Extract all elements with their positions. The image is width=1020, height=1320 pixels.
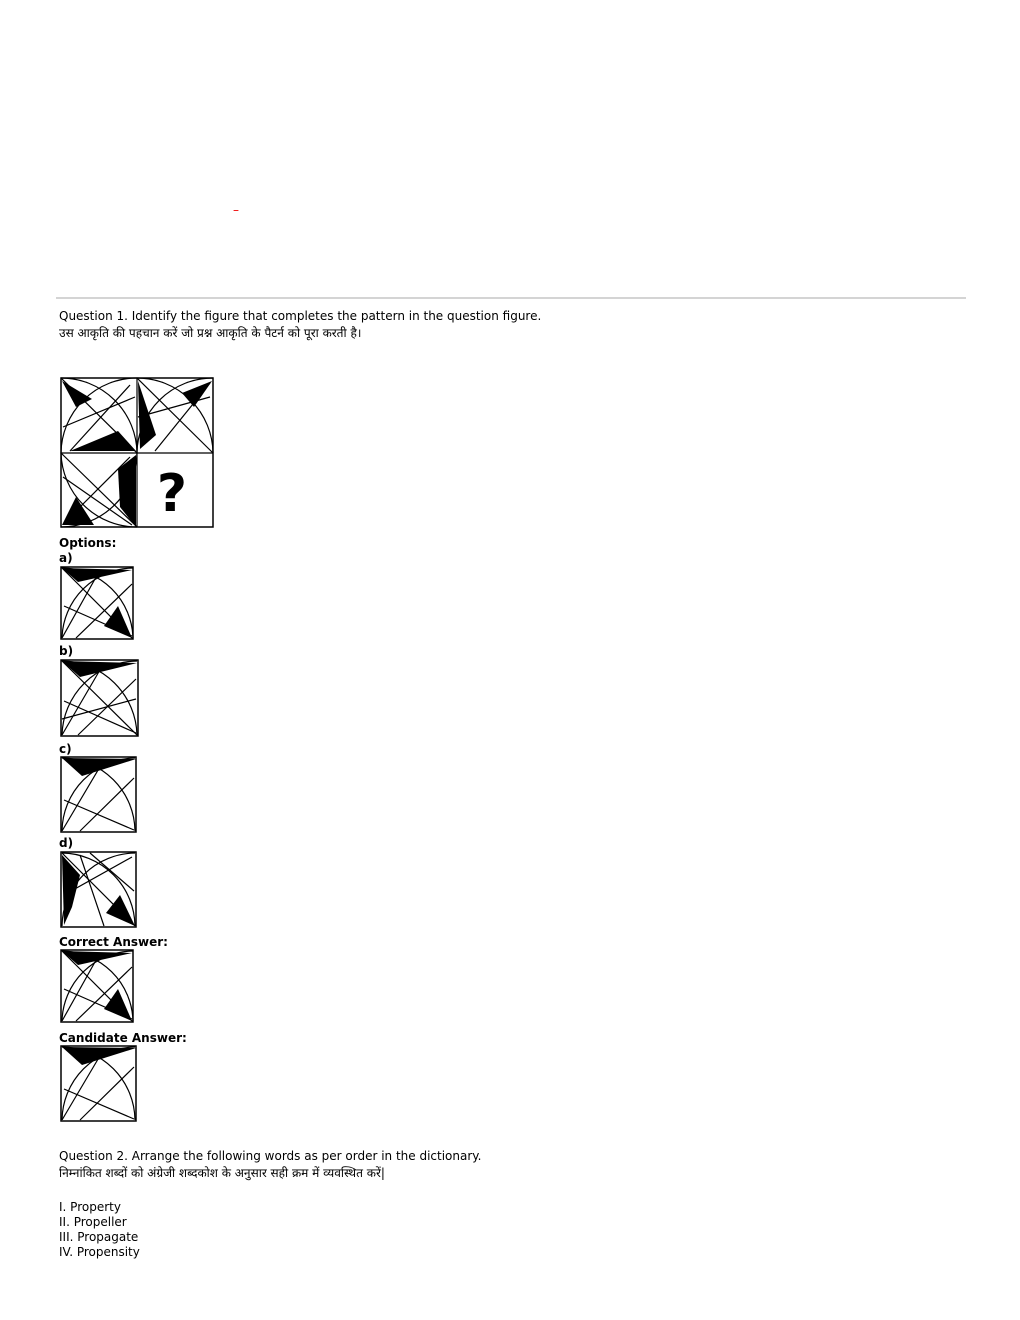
option-a-figure[interactable]	[60, 566, 135, 641]
option-a-label: a)	[59, 551, 73, 565]
correct-answer-label: Correct Answer:	[59, 935, 168, 949]
options-label: Options:	[59, 536, 117, 550]
correct-answer-figure	[60, 949, 135, 1024]
option-c-figure[interactable]	[60, 756, 138, 834]
option-d-label: d)	[59, 836, 74, 850]
section-divider	[56, 297, 966, 299]
question-figure	[60, 377, 216, 529]
question-1-text-hi: उस आकृति की पहचान करें जो प्रश्न आकृति के पैटर्न को पूरा करती है।	[59, 326, 362, 340]
question-1-text-en: Question 1. Identify the figure that completes the pattern in the question figure.	[59, 309, 542, 323]
option-d-figure[interactable]	[60, 851, 138, 929]
question-2-item: II. Propeller	[59, 1215, 127, 1229]
question-2-item: III. Propagate	[59, 1230, 139, 1244]
red-mark: –	[233, 203, 239, 217]
option-c-label: c)	[59, 742, 72, 756]
option-b-label: b)	[59, 644, 74, 658]
question-mark: ?	[156, 464, 188, 524]
candidate-answer-label: Candidate Answer:	[59, 1031, 187, 1045]
option-b-figure[interactable]	[60, 659, 140, 739]
question-2-text-en: Question 2. Arrange the following words as per order in the dictionary.	[59, 1149, 482, 1163]
question-2-text-hi: निम्नांकित शब्दों को अंग्रेजी शब्दकोश के अनुसार सही क्रम में व्यवस्थित करें|	[59, 1166, 385, 1180]
question-2-item: IV. Propensity	[59, 1245, 140, 1259]
question-2-item: I. Property	[59, 1200, 121, 1214]
candidate-answer-figure	[60, 1045, 138, 1123]
